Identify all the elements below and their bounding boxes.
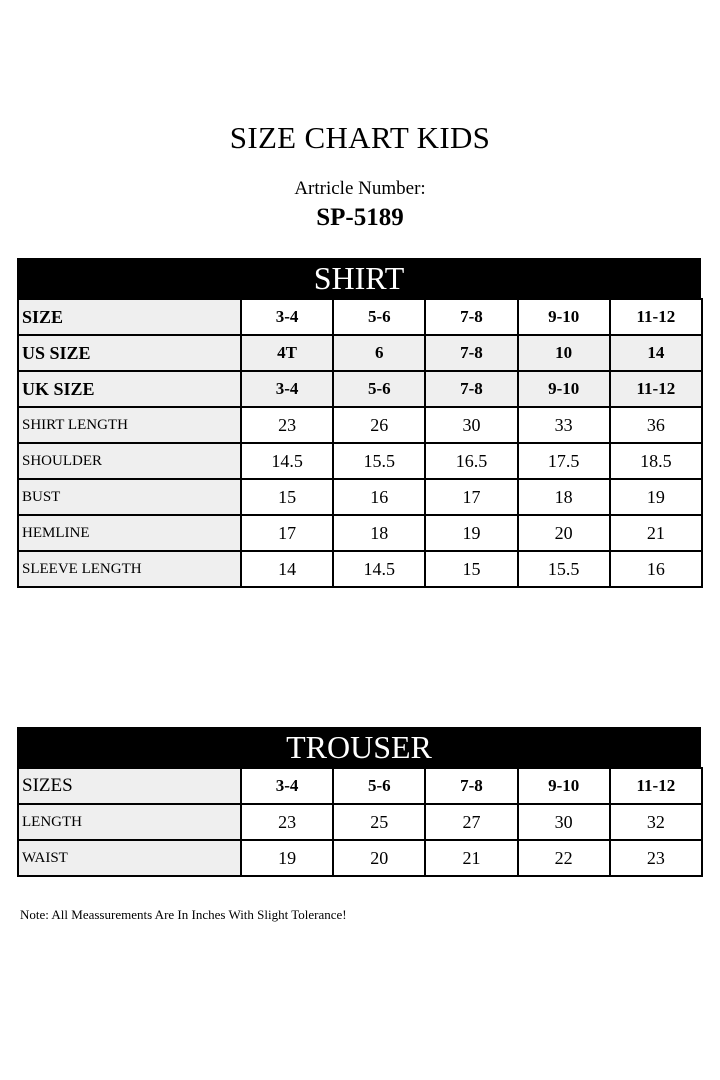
- table-cell: 15: [425, 551, 517, 587]
- table-cell: 15: [241, 479, 333, 515]
- table-row: [18, 515, 702, 551]
- table-cell: 23: [241, 407, 333, 443]
- table-cell: 36: [610, 407, 702, 443]
- table-row: [18, 371, 702, 407]
- table-cell: 10: [518, 335, 610, 371]
- table-cell: 30: [518, 804, 610, 840]
- row-label: SHOULDER: [18, 443, 241, 479]
- row-label: SLEEVE LENGTH: [18, 551, 241, 587]
- article-number-value: SP-5189: [316, 204, 404, 231]
- measurement-note: Note: All Meassurements Are In Inches With Slight Tolerance!: [20, 907, 347, 922]
- table-cell: 14: [610, 335, 702, 371]
- table-cell: 9-10: [518, 768, 610, 804]
- table-cell: 23: [610, 840, 702, 876]
- table-cell: 11-12: [610, 371, 702, 407]
- table-row: [18, 479, 702, 515]
- table-cell: 18: [333, 515, 425, 551]
- trouser-size-table: [17, 767, 703, 877]
- table-cell: 3-4: [241, 299, 333, 335]
- row-label: SHIRT LENGTH: [18, 407, 241, 443]
- table-cell: 30: [425, 407, 517, 443]
- trouser-heading: TROUSER: [17, 727, 701, 767]
- table-cell: 11-12: [610, 299, 702, 335]
- table-cell: 7-8: [425, 335, 517, 371]
- table-cell: 21: [610, 515, 702, 551]
- table-cell: 20: [333, 840, 425, 876]
- table-cell: 15.5: [333, 443, 425, 479]
- row-label: SIZE: [18, 299, 241, 335]
- shirt-size-table: [17, 298, 703, 588]
- row-label: WAIST: [18, 840, 241, 876]
- table-cell: 17.5: [518, 443, 610, 479]
- shirt-size-section: [17, 258, 701, 588]
- table-cell: 3-4: [241, 371, 333, 407]
- table-cell: 17: [425, 479, 517, 515]
- table-cell: 16: [333, 479, 425, 515]
- row-label: SIZES: [18, 768, 241, 804]
- table-cell: 27: [425, 804, 517, 840]
- row-label: LENGTH: [18, 804, 241, 840]
- table-cell: 17: [241, 515, 333, 551]
- table-cell: 32: [610, 804, 702, 840]
- table-cell: 19: [425, 515, 517, 551]
- table-row: [18, 551, 702, 587]
- table-cell: 25: [333, 804, 425, 840]
- table-cell: 19: [241, 840, 333, 876]
- table-cell: 3-4: [241, 768, 333, 804]
- table-row: [18, 299, 702, 335]
- table-row: [18, 335, 702, 371]
- row-label: HEMLINE: [18, 515, 241, 551]
- table-cell: 5-6: [333, 768, 425, 804]
- table-row: [18, 840, 702, 876]
- table-cell: 5-6: [333, 371, 425, 407]
- table-cell: 18.5: [610, 443, 702, 479]
- table-cell: 16.5: [425, 443, 517, 479]
- trouser-size-section: [17, 727, 701, 877]
- table-cell: 16: [610, 551, 702, 587]
- table-cell: 5-6: [333, 299, 425, 335]
- page-title: SIZE CHART KIDS: [229, 120, 491, 155]
- table-cell: 23: [241, 804, 333, 840]
- shirt-heading: SHIRT: [17, 258, 701, 298]
- table-cell: 9-10: [518, 371, 610, 407]
- table-cell: 14: [241, 551, 333, 587]
- table-cell: 7-8: [425, 299, 517, 335]
- table-cell: 22: [518, 840, 610, 876]
- table-cell: 4T: [241, 335, 333, 371]
- table-cell: 9-10: [518, 299, 610, 335]
- row-label: UK SIZE: [18, 371, 241, 407]
- table-cell: 20: [518, 515, 610, 551]
- table-cell: 26: [333, 407, 425, 443]
- table-cell: 14.5: [241, 443, 333, 479]
- table-cell: 14.5: [333, 551, 425, 587]
- table-cell: 33: [518, 407, 610, 443]
- table-cell: 15.5: [518, 551, 610, 587]
- table-cell: 11-12: [610, 768, 702, 804]
- table-cell: 7-8: [425, 768, 517, 804]
- row-label: BUST: [18, 479, 241, 515]
- article-number-label: Artricle Number:: [294, 178, 426, 199]
- table-cell: 18: [518, 479, 610, 515]
- table-cell: 21: [425, 840, 517, 876]
- row-label: US SIZE: [18, 335, 241, 371]
- table-row: [18, 768, 702, 804]
- table-cell: 7-8: [425, 371, 517, 407]
- table-cell: 19: [610, 479, 702, 515]
- table-row: [18, 407, 702, 443]
- table-row: [18, 804, 702, 840]
- table-cell: 6: [333, 335, 425, 371]
- table-row: [18, 443, 702, 479]
